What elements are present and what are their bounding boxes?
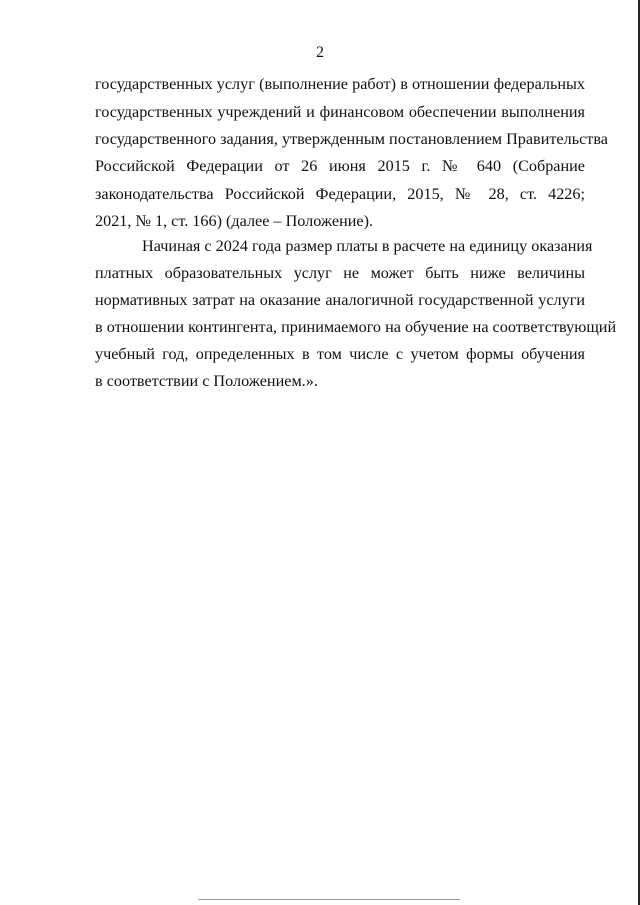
scan-edge-mark [198,899,460,900]
paragraph-line: нормативных затрат на оказание аналогичной государственной услуги [95,291,585,309]
paragraph-line: в соответствии с Положением.». [95,372,318,390]
page-number: 2 [316,44,324,61]
paragraph-line: законодательства Российской Федерации, 2015, № 28, ст. 4226; [95,185,585,203]
paragraph-line: 2021, № 1, ст. 166) (далее – Положение). [95,212,374,230]
paragraph-line: государственного задания, утвержденным постановлением Правительства [95,130,608,148]
paragraph-line: платных образовательных услуг не может быть ниже величины [95,264,585,282]
paragraph-line: государственных услуг (выполнение работ) в отношении федеральных [95,75,585,93]
paragraph-line: учебный год, определенных в том числе с учетом формы обучения [95,345,585,363]
paragraph-line: Российской Федерации от 26 июня 2015 г. № 640 (Собрание [95,157,585,175]
paragraph-line: в отношении контингента, принимаемого на обучение на соответствующий [95,318,617,336]
paragraph-line: Начиная с 2024 года размер платы в расчете на единицу оказания [142,237,593,255]
paragraph-line: государственных учреждений и финансовом обеспечении выполнения [95,103,585,121]
